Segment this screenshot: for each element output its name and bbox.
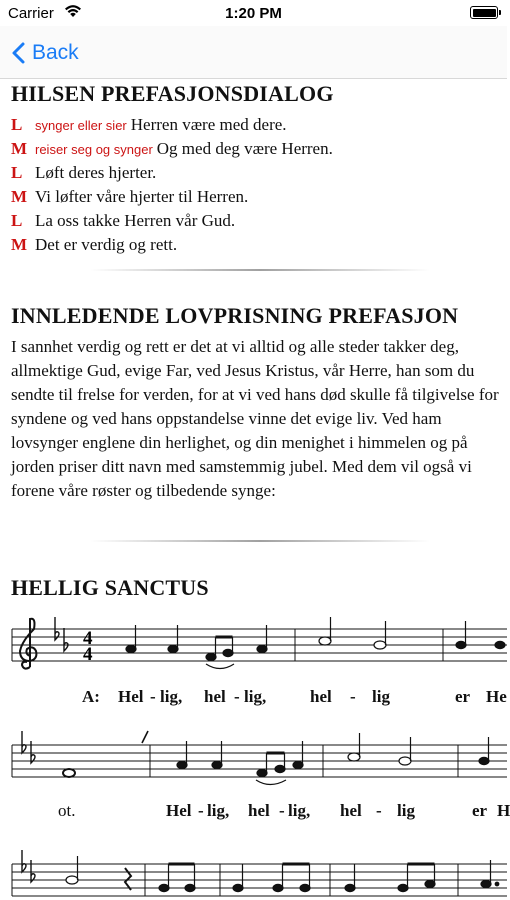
preface-heading: INNLEDENDE LOVPRISNING PREFASJON: [11, 303, 459, 328]
lyric-syllable: ot.: [58, 801, 76, 820]
lyric-hyphen: -: [234, 687, 240, 706]
lyric-syllable: Hel: [166, 801, 192, 820]
dialog-line: [11, 139, 333, 159]
dialog-text: Herren være med dere.: [130, 115, 287, 134]
lyric-syllable: er: [472, 801, 488, 820]
dialog-text: Og med deg være Herren.: [156, 139, 333, 158]
lyric-syllable: hel: [204, 687, 226, 706]
section-divider: [90, 269, 430, 271]
rubric: synger eller sier: [35, 118, 127, 133]
time-signature-top: 4: [83, 628, 93, 649]
lyric-syllable: hel: [340, 801, 362, 820]
role-marker: L: [11, 163, 23, 182]
lyric-hyphen: -: [150, 687, 156, 706]
lyric-syllable: hel: [310, 687, 332, 706]
liturgy-content[interactable]: [0, 79, 510, 900]
battery-icon: [470, 6, 498, 19]
rubric: reiser seg og synger: [35, 142, 153, 157]
role-marker: L: [11, 211, 23, 230]
dialog-line: [11, 187, 248, 207]
music-staff-1: [0, 609, 507, 679]
lyric-syllable: lig,: [207, 801, 230, 820]
preface-text: I sannhet verdig og rett er det at vi alltid og alle steder takker deg, allmektige Gud, evige Far, ved Jesus Kristus, vår Herre, han som du sendte til frelse for verden, for at vi ved hans død skulle få tilgivelse for syndene og ved hans oppstandelse vinne det evige liv. Ved ham lovsynger englene din herlighet, og din menighet i himmelen og på jorden priser ditt navn med samstemmig jubel. Med dem vil også vi forene våre røster og tilbedende synge:: [11, 337, 499, 500]
carrier-label: Carrier: [8, 5, 54, 22]
dialog-line: [11, 115, 287, 135]
lyric-syllable: hel: [248, 801, 270, 820]
breath-mark-icon: [142, 731, 148, 743]
lyric-label: A:: [82, 687, 100, 706]
role-marker: M: [11, 139, 28, 158]
time-signature-bottom: 4: [83, 644, 93, 665]
back-label: Back: [32, 41, 79, 64]
dialog-text: La oss takke Herren vår Gud.: [35, 211, 236, 230]
notes: [66, 856, 499, 892]
flat-sign-icon: [22, 850, 35, 882]
lyric-hyphen: -: [198, 801, 204, 820]
back-button[interactable]: [12, 38, 79, 68]
dialog-line: [11, 163, 156, 183]
lyric-syllable: Hel: [118, 687, 144, 706]
greeting-heading: HILSEN PREFASJONSDIALOG: [11, 81, 334, 106]
dialog-text: Vi løfter våre hjerter til Herren.: [35, 187, 249, 206]
music-staff-2: [0, 727, 507, 797]
music-staff-3: [0, 844, 507, 900]
status-bar: [0, 0, 507, 26]
lyric-hyphen: -: [350, 687, 356, 706]
lyric-syllable: H: [497, 801, 510, 820]
clock: 1:20 PM: [225, 5, 282, 22]
lyric-syllable: lig: [372, 687, 390, 706]
role-marker: L: [11, 115, 23, 134]
lyric-syllable: lig,: [288, 801, 311, 820]
dialog-line: [11, 235, 177, 255]
sanctus-heading: HELLIG SANCTUS: [11, 575, 209, 600]
role-marker: M: [11, 235, 28, 254]
lyric-hyphen: -: [376, 801, 382, 820]
lyric-syllable: er: [455, 687, 471, 706]
role-marker: M: [11, 187, 28, 206]
lyric-syllable: He: [486, 687, 507, 706]
flat-sign-icon: [55, 617, 68, 651]
dialog-text: Det er verdig og rett.: [35, 235, 178, 254]
dialog-text: Løft deres hjerter.: [35, 163, 157, 182]
chevron-left-icon: [12, 42, 25, 64]
flat-sign-icon: [22, 731, 35, 763]
section-divider: [90, 540, 430, 542]
lyric-syllable: lig: [397, 801, 415, 820]
lyric-syllable: lig,: [160, 687, 183, 706]
navigation-bar: [0, 26, 507, 79]
lyric-syllable: lig,: [244, 687, 267, 706]
dialog-line: [11, 211, 235, 231]
lyric-hyphen: -: [279, 801, 285, 820]
